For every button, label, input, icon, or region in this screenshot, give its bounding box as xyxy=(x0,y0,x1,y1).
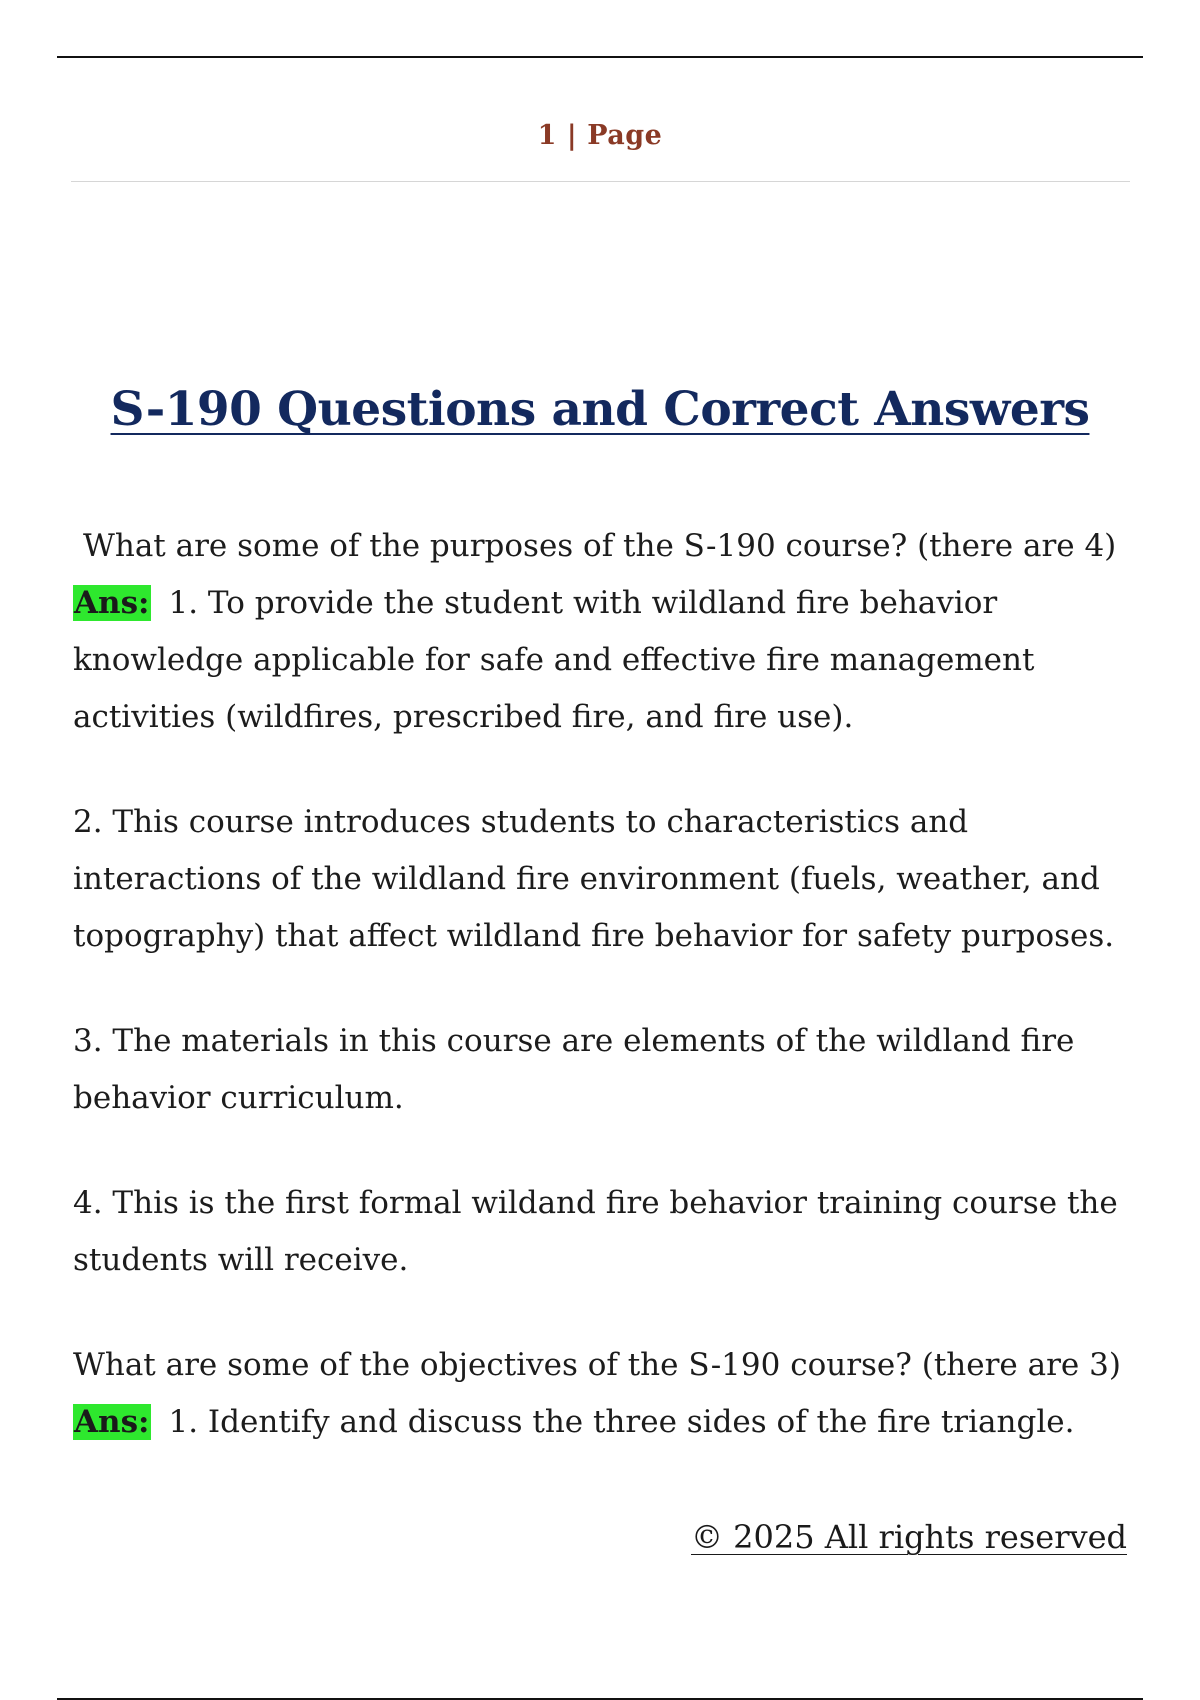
page-header xyxy=(0,120,1200,151)
answer-label: Ans: xyxy=(74,1404,150,1440)
answer-1-item-1 xyxy=(73,575,1143,746)
top-rule xyxy=(57,56,1143,58)
question-2: What are some of the objectives of the S-190 course? (there are 3) xyxy=(73,1347,1121,1383)
page-word: Page xyxy=(587,120,663,151)
answer-label: Ans: xyxy=(74,585,150,621)
answer-1-item-4: 4. This is the first formal wildand fire behavior training course the students will receive. xyxy=(73,1185,1118,1278)
answer-1-item-1-text: 1. To provide the student with wildland fire behavior knowledge applicable for safe and effective fire management activities (wildfires, prescribed fire, and fire use). xyxy=(73,585,1035,735)
document-title: S-190 Questions and Correct Answers xyxy=(110,382,1090,437)
page-separator: | xyxy=(566,120,578,151)
spacer xyxy=(73,746,1143,794)
header-divider xyxy=(71,181,1130,182)
question-1: What are some of the purposes of the S-190 course? (there are 4) xyxy=(83,528,1117,564)
answer-2-item-1-text: 1. Identify and discuss the three sides of the fire triangle. xyxy=(168,1404,1075,1440)
spacer xyxy=(73,1127,1143,1175)
answer-1-item-3: 3. The materials in this course are elements of the wildland fire behavior curriculum. xyxy=(73,1023,1075,1116)
page-number: 1 xyxy=(537,120,557,151)
answer-2-item-1 xyxy=(73,1394,1143,1451)
qa-content xyxy=(73,518,1143,1451)
spacer xyxy=(73,1289,1143,1337)
answer-1-item-2: 2. This course introduces students to characteristics and interactions of the wildland fire environment (fuels, weather, and topography) that affect wildland fire behavior for safety purposes. xyxy=(73,804,1115,954)
spacer xyxy=(73,965,1143,1013)
copyright-footer: © 2025 All rights reserved xyxy=(691,1518,1127,1556)
